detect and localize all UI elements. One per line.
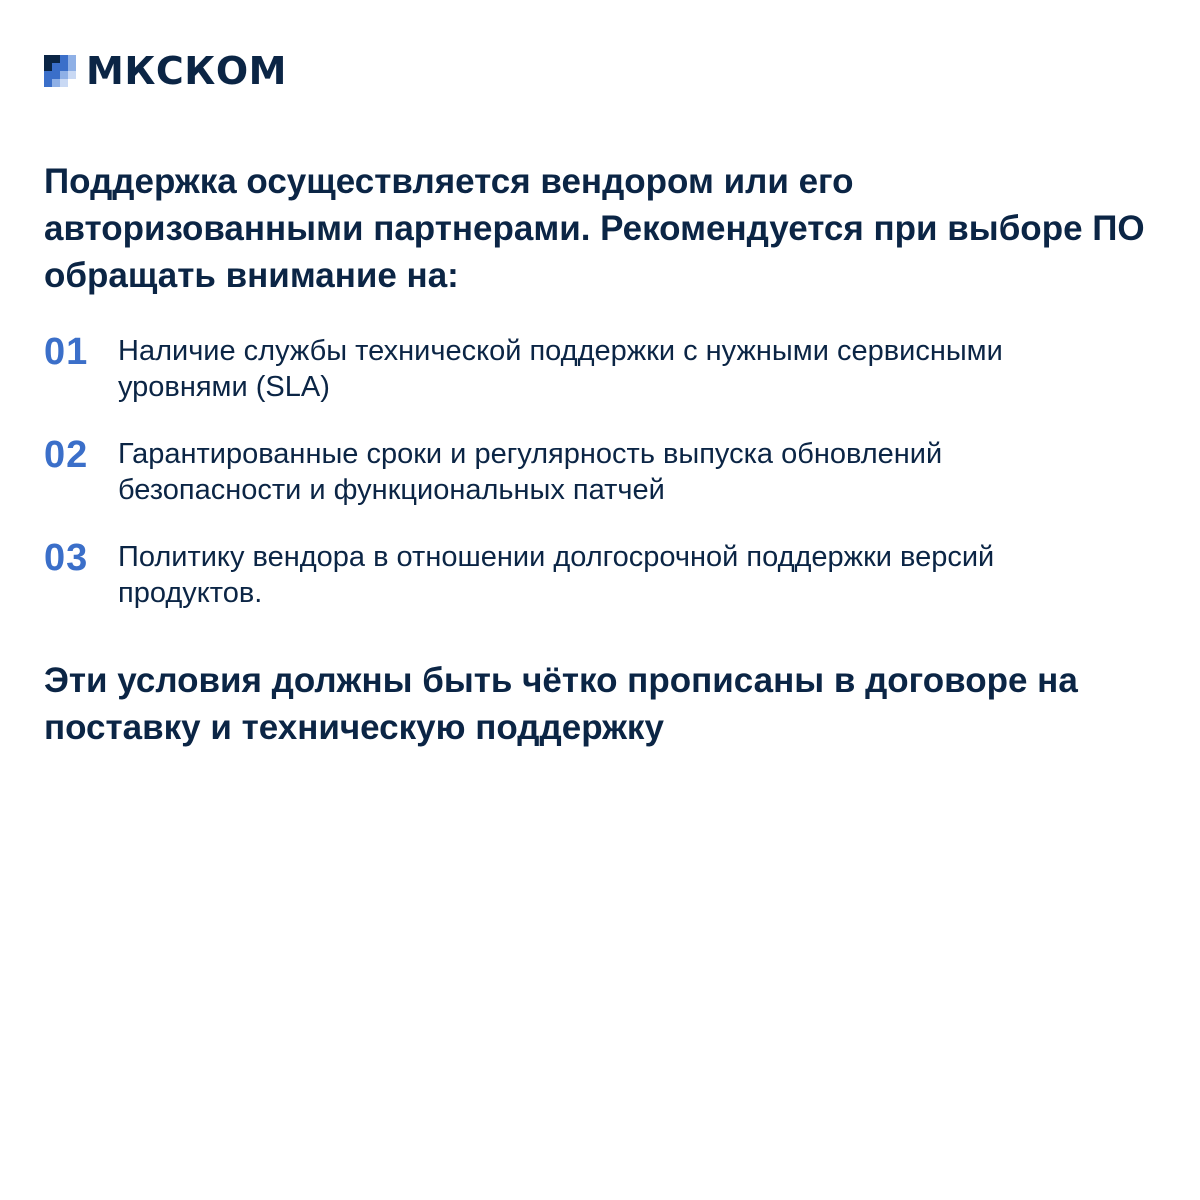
list-item xyxy=(44,433,1154,508)
intro-paragraph: Поддержка осуществляется вендором или его авторизованными партнерами. Рекомендуется при выборе ПО обращать внимание на: xyxy=(44,162,1145,295)
list-item-text: Наличие службы технической поддержки с нужными сервисными уровнями (SLA) xyxy=(118,335,1003,403)
brand-logo xyxy=(44,48,287,94)
list-item-number: 02 xyxy=(44,434,89,476)
list-item-number: 03 xyxy=(44,537,89,579)
list-item-number: 01 xyxy=(44,331,89,373)
list-item xyxy=(44,330,1154,405)
brand-name: МКСКОМ xyxy=(86,49,287,93)
requirements-list xyxy=(44,330,1154,611)
list-item-text: Гарантированные сроки и регулярность выпуска обновлений безопасности и функциональных патчей xyxy=(118,438,943,506)
list-item-text: Политику вендора в отношении долгосрочной поддержки версий продуктов. xyxy=(118,541,995,609)
pixel-square-logo-icon xyxy=(44,55,76,87)
list-item xyxy=(44,536,1154,611)
conclusion-paragraph: Эти условия должны быть чётко прописаны в договоре на поставку и техническую поддержку xyxy=(44,661,1078,747)
